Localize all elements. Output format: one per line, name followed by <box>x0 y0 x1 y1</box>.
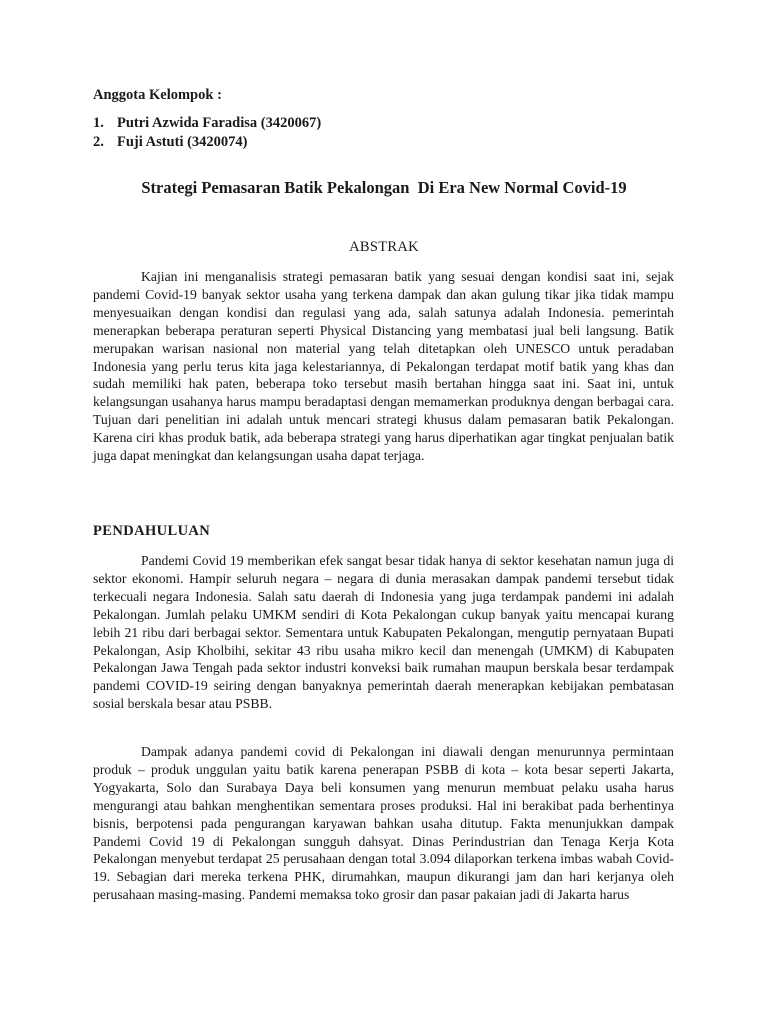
member-item <box>93 114 321 133</box>
member-name: Putri Azwida Faradisa (3420067) <box>117 115 322 131</box>
introduction-paragraph-2: Dampak adanya pandemi covid di Pekalongan ini diawali dengan menurunnya permintaan produk – produk unggulan yaitu batik karena penerapan PSBB di kota – kota besar seperti Jakarta, Yogyakarta, Solo dan Surabaya Daya beli konsumen yang menurun membuat pelaku usaha harus mengurangi atau bahkan menghentikan sementara proses produksi. Hal ini berakibat pada berhentinya bisnis, berpotensi pada pengurangan karyawan bahkan usaha ditutup. Fakta menunjukkan dampak Pandemi Covid 19 di Pekalongan sungguh dahsyat. Dinas Perindustrian dan Tenaga Kerja Kota Pekalongan menyebut terdapat 25 perusahaan dengan total 3.094 dilaporkan terkena imbas wabah Covid-19. Sebagian dari mereka terkena PHK, dirumahkan, maupun dikurangi jam dan hari kerjanya oleh perusahaan masing-masing. Pandemi memaksa toko grosir dan pasar pakaian jadi di Jakarta harus <box>93 744 674 903</box>
abstract-body: Kajian ini menganalisis strategi pemasaran batik yang sesuai dengan kondisi saat ini, sejak pandemi Covid-19 banyak sektor usaha yang terkena dampak dan akan gulung tikar jika tidak mampu menyesuaikan dengan kondisi dan regulasi yang ada, salah satunya adalah Indonesia. pemerintah menerapkan beberapa peraturan seperti Physical Distancing yang membatasi jual beli langsung. Batik merupakan warisan nasional non material yang telah ditetapkan oleh UNESCO untuk peradaban Indonesia yang perlu terus kita jaga kelestariannya, di Pekalongan terdapat motif batik yang khas dan sudah memiliki hak paten, beberapa toko tersebut masih bertahan hingga saat ini. Saat ini, untuk kelangsungan usahanya harus mampu beradaptasi dengan memamerkan produknya dengan berbagai cara. Tujuan dari penelitian ini adalah untuk mencari strategi khusus dalam pemasaran batik Pekalongan. Karena ciri khas produk batik, ada beberapa strategi yang harus diperhatikan agar tingkat penjualan batik juga dapat meningkat dan kelangsungan usaha dapat terjaga. <box>93 269 674 464</box>
member-item <box>93 133 321 152</box>
members-heading: Anggota Kelompok : <box>93 87 222 103</box>
abstract-heading: ABSTRAK <box>349 239 419 255</box>
paper-title: Strategi Pemasaran Batik Pekalongan Di Era New Normal Covid-19 <box>141 178 627 197</box>
member-number: 2. <box>93 134 104 150</box>
member-name: Fuji Astuti (3420074) <box>117 134 248 150</box>
member-number: 1. <box>93 115 104 131</box>
introduction-paragraph-1: Pandemi Covid 19 memberikan efek sangat besar tidak hanya di sektor kesehatan namun juga di sektor ekonomi. Hampir seluruh negara – negara di dunia merasakan dampak pandemi tersebut tidak terkecuali negara Indonesia. Salah satu daerah di Indonesia yang juga terdampak pandemi ini adalah Pekalongan. Jumlah pelaku UMKM sendiri di Kota Pekalongan cukup banyak yaitu mencapai kurang lebih 21 ribu dari berbagai sektor. Sementara untuk Kabupaten Pekalongan, mengutip pernyataan Bupati Pekalongan, Asip Kholbihi, sekitar 43 ribu usaha mikro kecil dan menengah (UMKM) di Kabupaten Pekalongan Jawa Tengah pada sektor industri konveksi baik rumahan maupun berskala besar terdampak pandemi COVID-19 seiring dengan banyaknya pemerintah daerah menerapkan kebijakan pembatasan sosial berskala besar atau PSBB. <box>93 553 674 712</box>
introduction-heading: PENDAHULUAN <box>93 523 211 539</box>
members-list <box>93 114 321 152</box>
